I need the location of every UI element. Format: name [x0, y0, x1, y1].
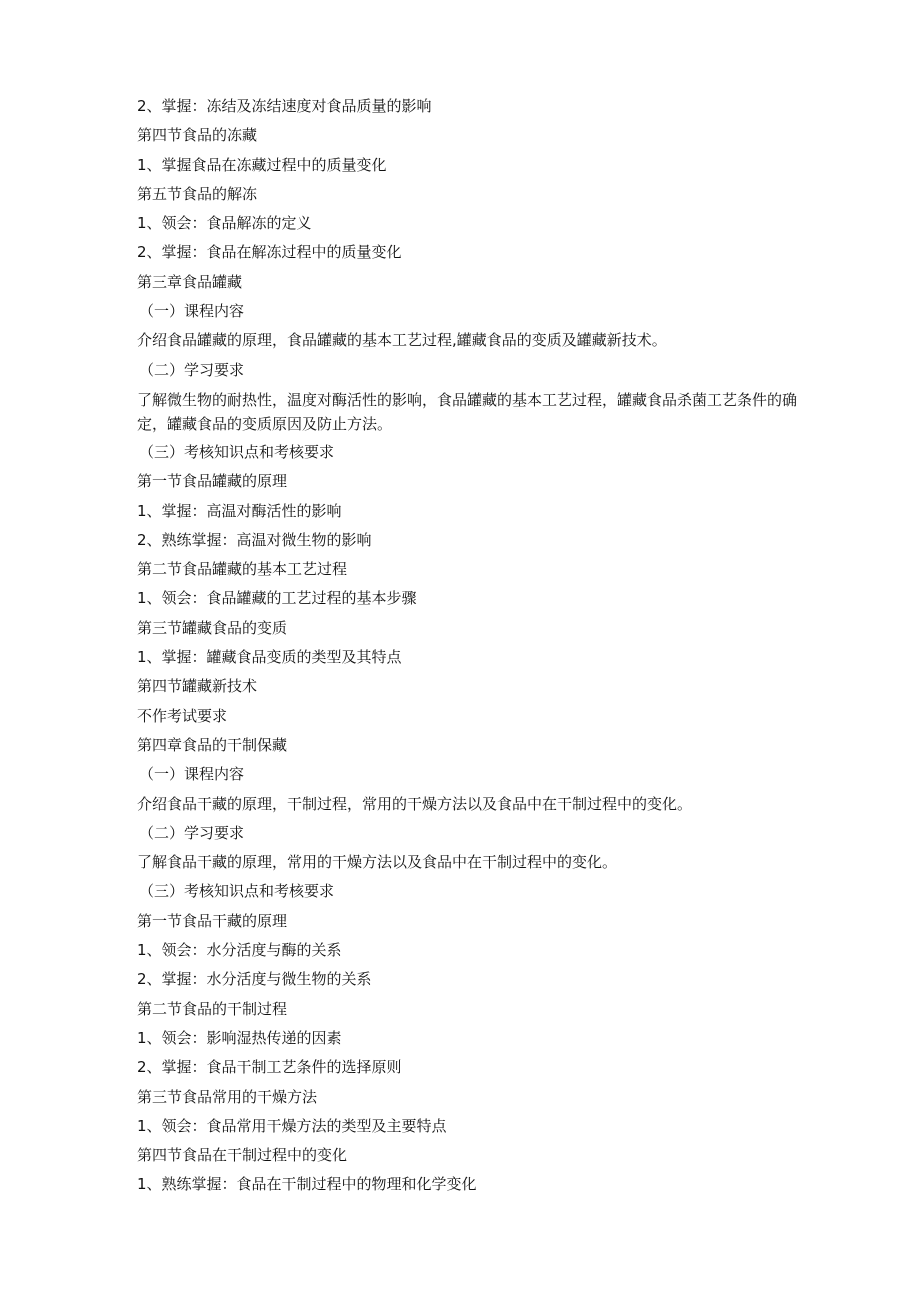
subheading: （一）课程内容: [139, 765, 245, 784]
chapter-heading: 第四章食品的干制保藏: [137, 735, 288, 754]
text-line: 1、领会：食品罐藏的工艺过程的基本步骤: [137, 589, 417, 608]
section-heading: 第三节罐藏食品的变质: [137, 618, 288, 637]
section-heading: 第二节食品的干制过程: [137, 999, 288, 1018]
subheading: （二）学习要求: [139, 823, 245, 842]
text-line: 1、领会：水分活度与酶的关系: [137, 941, 342, 960]
paragraph: 介绍食品干藏的原理，干制过程，常用的干燥方法以及食品中在干制过程中的变化。: [137, 794, 693, 813]
text-line: 1、掌握：高温对酶活性的影响: [137, 501, 342, 520]
chapter-heading: 第三章食品罐藏: [137, 272, 243, 291]
section-heading: 第一节食品干藏的原理: [137, 911, 288, 930]
text-line: 1、掌握：罐藏食品变质的类型及其特点: [137, 648, 402, 667]
subheading: （三）考核知识点和考核要求: [139, 442, 335, 461]
subheading: （二）学习要求: [139, 360, 245, 379]
document-page: [137, 92, 797, 1200]
paragraph: 介绍食品罐藏的原理，食品罐藏的基本工艺过程,罐藏食品的变质及罐藏新技术。: [137, 331, 667, 350]
text-line: 1、领会：食品解冻的定义: [137, 214, 312, 233]
text-line: 1、领会：食品常用干燥方法的类型及主要特点: [137, 1116, 447, 1135]
text-line: 不作考试要求: [137, 706, 228, 725]
text-line: 1、掌握食品在冻藏过程中的质量变化: [137, 155, 387, 174]
section-heading: 第二节食品罐藏的基本工艺过程: [137, 560, 348, 579]
section-heading: 第一节食品罐藏的原理: [137, 472, 288, 491]
text-line: 1、熟练掌握：食品在干制过程中的物理和化学变化: [137, 1175, 477, 1194]
text-line: 2、掌握：食品在解冻过程中的质量变化: [137, 243, 402, 262]
paragraph: 了解食品干藏的原理，常用的干燥方法以及食品中在干制过程中的变化。: [137, 853, 618, 872]
section-heading: 第三节食品常用的干燥方法: [137, 1087, 318, 1106]
paragraph: 了解微生物的耐热性，温度对酶活性的影响，食品罐藏的基本工艺过程，罐藏食品杀菌工艺条件的确定，罐藏食品的变质原因及防止方法。: [137, 390, 798, 433]
text-line: 2、掌握：冻结及冻结速度对食品质量的影响: [137, 97, 432, 115]
text-line: 2、熟练掌握：高温对微生物的影响: [137, 530, 372, 549]
text-line: 1、领会：影响湿热传递的因素: [137, 1028, 342, 1047]
section-heading: 第四节食品在干制过程中的变化: [137, 1146, 348, 1165]
section-heading: 第五节食品的解冻: [137, 184, 258, 203]
text-line: 2、掌握：食品干制工艺条件的选择原则: [137, 1058, 402, 1077]
text-line: 2、掌握：水分活度与微生物的关系: [137, 970, 372, 989]
subheading: （一）课程内容: [139, 302, 245, 321]
subheading: （三）考核知识点和考核要求: [139, 882, 335, 901]
section-heading: 第四节罐藏新技术: [137, 677, 258, 696]
section-heading: 第四节食品的冻藏: [137, 126, 258, 145]
